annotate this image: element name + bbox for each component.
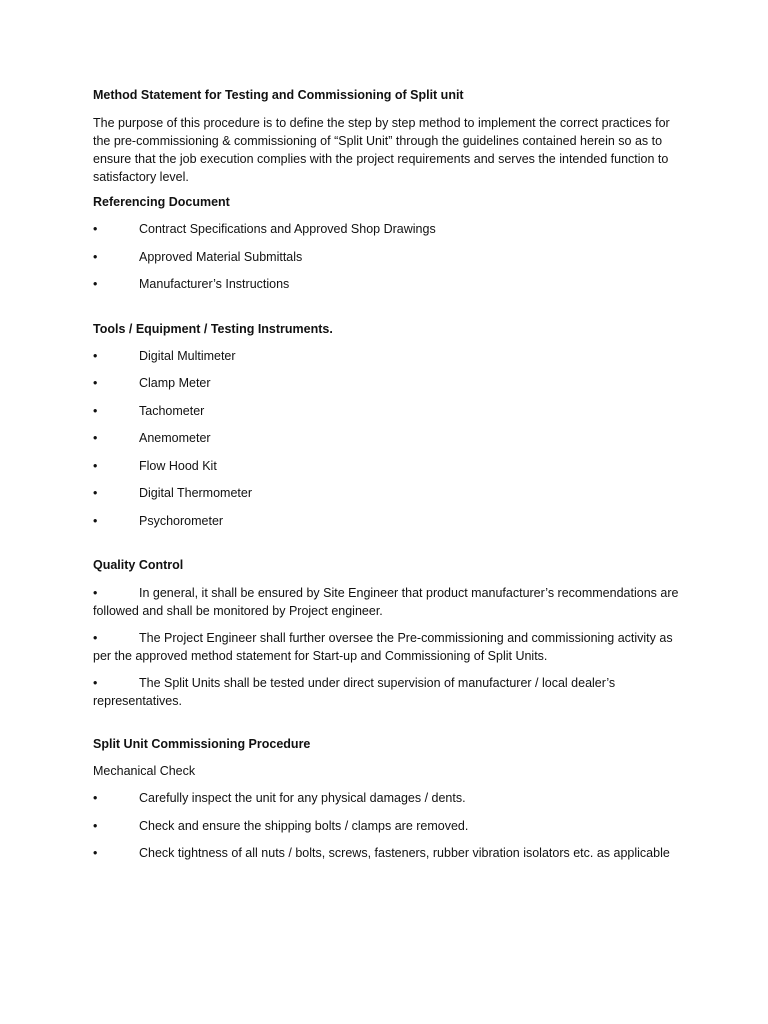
list-item bbox=[93, 818, 679, 836]
procedure-heading: Split Unit Commissioning Procedure bbox=[93, 737, 311, 751]
quality-item-text: The Split Units shall be tested under direct supervision of manufacturer / local dealer’s representatives. bbox=[93, 676, 616, 708]
quality-item bbox=[93, 674, 679, 710]
bullet-icon: • bbox=[93, 249, 98, 264]
referencing-heading: Referencing Document bbox=[93, 195, 230, 209]
list-item-text: Check tightness of all nuts / bolts, screws, fasteners, rubber vibration isolators etc. as applicable bbox=[139, 846, 670, 860]
document-title: Method Statement for Testing and Commissioning of Split unit bbox=[93, 88, 464, 102]
list-item-text: Contract Specifications and Approved Shop Drawings bbox=[139, 222, 436, 236]
tools-list bbox=[93, 348, 679, 531]
document-content bbox=[93, 87, 679, 873]
bullet-icon: • bbox=[93, 791, 98, 805]
procedure-subheading: Mechanical Check bbox=[93, 764, 196, 778]
list-item bbox=[93, 790, 679, 808]
list-item bbox=[93, 249, 679, 267]
list-item-text: Digital Multimeter bbox=[139, 348, 236, 363]
bullet-icon: • bbox=[93, 403, 98, 418]
quality-item-text: In general, it shall be ensured by Site Engineer that product manufacturer’s recommendations are followed and shall be monitored by Project engineer. bbox=[93, 586, 679, 618]
list-item-text: Tachometer bbox=[139, 403, 205, 418]
list-item bbox=[93, 375, 679, 393]
bullet-icon: • bbox=[93, 513, 98, 528]
quality-item bbox=[93, 584, 679, 620]
list-item-text: Clamp Meter bbox=[139, 376, 211, 390]
tools-heading: Tools / Equipment / Testing Instruments. bbox=[93, 321, 333, 336]
bullet-icon: • bbox=[93, 586, 98, 600]
list-item bbox=[93, 513, 679, 531]
list-item-text: Manufacturer’s Instructions bbox=[139, 277, 290, 291]
list-item bbox=[93, 845, 679, 863]
list-item-text: Anemometer bbox=[139, 431, 211, 445]
bullet-icon: • bbox=[93, 348, 98, 363]
section-spacer bbox=[93, 540, 679, 557]
list-item-text: Carefully inspect the unit for any physical damages / dents. bbox=[139, 791, 466, 805]
quality-heading: Quality Control bbox=[93, 558, 184, 572]
list-item-text: Digital Thermometer bbox=[139, 486, 253, 500]
list-item bbox=[93, 403, 679, 421]
list-item bbox=[93, 485, 679, 503]
bullet-icon: • bbox=[93, 458, 98, 473]
bullet-icon: • bbox=[93, 676, 98, 690]
bullet-icon: • bbox=[93, 631, 98, 645]
quality-item bbox=[93, 629, 679, 665]
bullet-icon: • bbox=[93, 846, 98, 860]
list-item bbox=[93, 221, 679, 239]
list-item bbox=[93, 348, 679, 366]
section-spacer bbox=[93, 719, 679, 736]
intro-paragraph: The purpose of this procedure is to define the step by step method to implement the correct practices for the pre-commissioning & commissioning of “Split Unit” through the guidelines contained herein so as to ensure that the job execution complies with the project requirements and serves the intended function to satisfactory level. bbox=[93, 116, 670, 184]
referencing-list bbox=[93, 221, 679, 294]
bullet-icon: • bbox=[93, 376, 98, 390]
section-spacer bbox=[93, 304, 679, 321]
bullet-icon: • bbox=[93, 277, 98, 291]
bullet-icon: • bbox=[93, 431, 98, 445]
list-item-text: Psychorometer bbox=[139, 513, 224, 528]
list-item-text: Approved Material Submittals bbox=[139, 249, 303, 264]
quality-item-text: The Project Engineer shall further oversee the Pre-commissioning and commissioning activity as per the approved method statement for Start-up and Commissioning of Split Units. bbox=[93, 631, 673, 663]
bullet-icon: • bbox=[93, 222, 98, 236]
list-item bbox=[93, 430, 679, 448]
list-item-text: Flow Hood Kit bbox=[139, 458, 217, 473]
bullet-icon: • bbox=[93, 818, 98, 833]
list-item bbox=[93, 458, 679, 476]
bullet-icon: • bbox=[93, 486, 98, 500]
procedure-list bbox=[93, 790, 679, 863]
list-item-text: Check and ensure the shipping bolts / clamps are removed. bbox=[139, 818, 469, 833]
list-item bbox=[93, 276, 679, 294]
